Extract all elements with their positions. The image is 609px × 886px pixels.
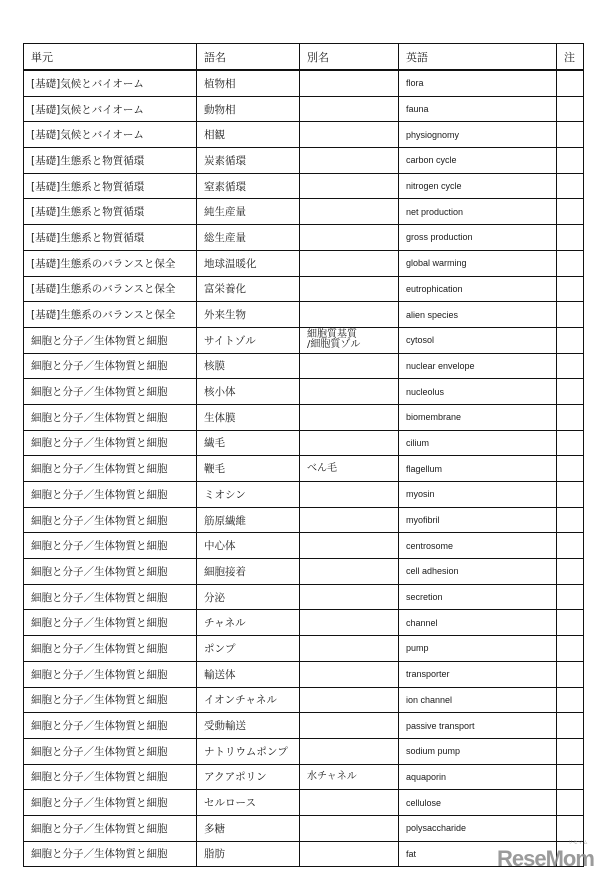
cell-unit: 細胞と分子／生体物質と細胞 [24,584,197,610]
cell-alias [300,250,399,276]
cell-alias [300,841,399,867]
cell-term: ナトリウムポンプ [197,738,300,764]
cell-note [557,559,584,585]
cell-english: centrosome [399,533,557,559]
cell-note [557,173,584,199]
header-alias: 別名 [300,44,399,71]
cell-english: cellulose [399,790,557,816]
cell-term: 中心体 [197,533,300,559]
cell-term: 植物相 [197,70,300,96]
cell-english: fat [399,841,557,867]
cell-term: 筋原繊維 [197,507,300,533]
cell-unit: 細胞と分子／生体物質と細胞 [24,790,197,816]
cell-english: polysaccharide [399,815,557,841]
cell-term: 富栄養化 [197,276,300,302]
cell-note [557,430,584,456]
cell-unit: 細胞と分子／生体物質と細胞 [24,507,197,533]
cell-english: sodium pump [399,738,557,764]
cell-alias [300,353,399,379]
cell-alias [300,610,399,636]
cell-note [557,687,584,713]
cell-note [557,507,584,533]
cell-note [557,764,584,790]
cell-english: aquaporin [399,764,557,790]
cell-unit: 細胞と分子／生体物質と細胞 [24,404,197,430]
cell-alias [300,404,399,430]
cell-note [557,96,584,122]
cell-unit: [基礎]気候とバイオーム [24,96,197,122]
cell-unit: 細胞と分子／生体物質と細胞 [24,687,197,713]
table-row [24,661,584,687]
table-row [24,738,584,764]
cell-term: 動物相 [197,96,300,122]
cell-alias [300,815,399,841]
cell-term: サイトゾル [197,327,300,353]
cell-alias [300,661,399,687]
cell-unit: [基礎]生態系と物質循環 [24,199,197,225]
header-unit: 単元 [24,44,197,71]
cell-unit: 細胞と分子／生体物質と細胞 [24,482,197,508]
cell-term: 鞭毛 [197,456,300,482]
table-row [24,713,584,739]
table-row [24,482,584,508]
cell-english: cell adhesion [399,559,557,585]
table-row [24,636,584,662]
cell-english: nuclear envelope [399,353,557,379]
table-row [24,430,584,456]
cell-unit: 細胞と分子／生体物質と細胞 [24,636,197,662]
cell-term: ミオシン [197,482,300,508]
table-row [24,533,584,559]
cell-english: global warming [399,250,557,276]
cell-note [557,482,584,508]
cell-unit: 細胞と分子／生体物質と細胞 [24,610,197,636]
cell-term: 繊毛 [197,430,300,456]
cell-note [557,225,584,251]
cell-unit: 細胞と分子／生体物質と細胞 [24,559,197,585]
cell-note [557,148,584,174]
resemom-watermark-logo [497,840,594,872]
cell-note [557,199,584,225]
cell-alias [300,379,399,405]
cell-alias: べん毛 [300,456,399,482]
table-row [24,225,584,251]
cell-english: carbon cycle [399,148,557,174]
cell-english: net production [399,199,557,225]
cell-term: 輸送体 [197,661,300,687]
cell-note [557,738,584,764]
cell-unit: [基礎]生態系のバランスと保全 [24,250,197,276]
cell-term: アクアポリン [197,764,300,790]
cell-note [557,70,584,96]
cell-term: 外来生物 [197,302,300,328]
cell-note [557,327,584,353]
cell-unit: [基礎]気候とバイオーム [24,122,197,148]
cell-english: channel [399,610,557,636]
table-row [24,327,584,353]
table-row [24,456,584,482]
cell-note [557,122,584,148]
vocabulary-table [23,43,584,867]
cell-unit: 細胞と分子／生体物質と細胞 [24,815,197,841]
cell-term: セルロース [197,790,300,816]
cell-alias [300,584,399,610]
cell-alias: 細胞質基質 /細胞質ゾル [300,327,399,353]
cell-alias [300,199,399,225]
cell-term: 核膜 [197,353,300,379]
cell-note [557,250,584,276]
cell-note [557,456,584,482]
cell-english: alien species [399,302,557,328]
cell-alias [300,507,399,533]
table-row [24,199,584,225]
table-row [24,70,584,96]
cell-note [557,302,584,328]
cell-unit: 細胞と分子／生体物質と細胞 [24,713,197,739]
cell-unit: [基礎]生態系と物質循環 [24,225,197,251]
cell-english: passive transport [399,713,557,739]
table-row [24,379,584,405]
cell-alias [300,173,399,199]
cell-alias [300,302,399,328]
cell-term: イオンチャネル [197,687,300,713]
table-row [24,302,584,328]
cell-english: nitrogen cycle [399,173,557,199]
table-row [24,610,584,636]
cell-alias [300,790,399,816]
cell-unit: 細胞と分子／生体物質と細胞 [24,353,197,379]
cell-unit: 細胞と分子／生体物質と細胞 [24,661,197,687]
cell-alias [300,276,399,302]
cell-unit: [基礎]生態系と物質循環 [24,148,197,174]
table-row [24,353,584,379]
cell-english: flagellum [399,456,557,482]
cell-alias [300,687,399,713]
cell-term: 総生産量 [197,225,300,251]
cell-english: gross production [399,225,557,251]
cell-term: 生体膜 [197,404,300,430]
cell-alias [300,482,399,508]
cell-english: myosin [399,482,557,508]
cell-unit: [基礎]生態系と物質循環 [24,173,197,199]
cell-alias [300,738,399,764]
cell-unit: 細胞と分子／生体物質と細胞 [24,764,197,790]
cell-alias: 水チャネル [300,764,399,790]
cell-unit: [基礎]気候とバイオーム [24,70,197,96]
cell-english: physiognomy [399,122,557,148]
cell-unit: 細胞と分子／生体物質と細胞 [24,533,197,559]
table-row [24,96,584,122]
cell-unit: 細胞と分子／生体物質と細胞 [24,327,197,353]
table-row [24,790,584,816]
table-row [24,764,584,790]
table-row [24,173,584,199]
cell-english: fauna [399,96,557,122]
cell-note [557,404,584,430]
cell-note [557,276,584,302]
cell-term: 純生産量 [197,199,300,225]
cell-note [557,636,584,662]
cell-unit: [基礎]生態系のバランスと保全 [24,276,197,302]
cell-english: secretion [399,584,557,610]
cell-unit: 細胞と分子／生体物質と細胞 [24,841,197,867]
cell-term: ポンプ [197,636,300,662]
cell-unit: 細胞と分子／生体物質と細胞 [24,379,197,405]
cell-term: 分泌 [197,584,300,610]
cell-note [557,713,584,739]
table-row [24,276,584,302]
table-row [24,507,584,533]
cell-alias [300,559,399,585]
cell-unit: [基礎]生態系のバランスと保全 [24,302,197,328]
table-header-row [24,44,584,71]
cell-term: チャネル [197,610,300,636]
cell-unit: 細胞と分子／生体物質と細胞 [24,430,197,456]
cell-english: transporter [399,661,557,687]
cell-alias [300,713,399,739]
cell-term: 脂肪 [197,841,300,867]
cell-english: pump [399,636,557,662]
cell-alias [300,96,399,122]
cell-note [557,584,584,610]
cell-term: 相観 [197,122,300,148]
cell-note [557,790,584,816]
cell-term: 地球温暖化 [197,250,300,276]
header-note: 注 [557,44,584,71]
cell-english: eutrophication [399,276,557,302]
table-row [24,148,584,174]
table-row [24,815,584,841]
table-row [24,584,584,610]
cell-note [557,661,584,687]
cell-english: biomembrane [399,404,557,430]
cell-note [557,379,584,405]
watermark-text: ReseMom [497,846,594,871]
cell-term: 窒素循環 [197,173,300,199]
cell-term: 受動輸送 [197,713,300,739]
cell-alias [300,636,399,662]
cell-english: ion channel [399,687,557,713]
cell-alias [300,430,399,456]
cell-unit: 細胞と分子／生体物質と細胞 [24,738,197,764]
cell-english: nucleolus [399,379,557,405]
cell-english: myofibril [399,507,557,533]
cell-term: 多糖 [197,815,300,841]
table-row [24,122,584,148]
cell-term: 細胞接着 [197,559,300,585]
cell-alias [300,148,399,174]
cell-note [557,610,584,636]
cell-unit: 細胞と分子／生体物質と細胞 [24,456,197,482]
header-term: 語名 [197,44,300,71]
cell-alias [300,70,399,96]
cell-english: cytosol [399,327,557,353]
cell-alias [300,122,399,148]
cell-term: 核小体 [197,379,300,405]
table-row [24,687,584,713]
table-row [24,404,584,430]
table-row [24,250,584,276]
cell-alias [300,533,399,559]
table-row [24,559,584,585]
cell-note [557,815,584,841]
cell-alias [300,225,399,251]
watermark-ruby: リセマム [567,840,588,846]
cell-note [557,353,584,379]
cell-english: cilium [399,430,557,456]
cell-english: flora [399,70,557,96]
header-english: 英語 [399,44,557,71]
cell-note [557,533,584,559]
cell-term: 炭素循環 [197,148,300,174]
